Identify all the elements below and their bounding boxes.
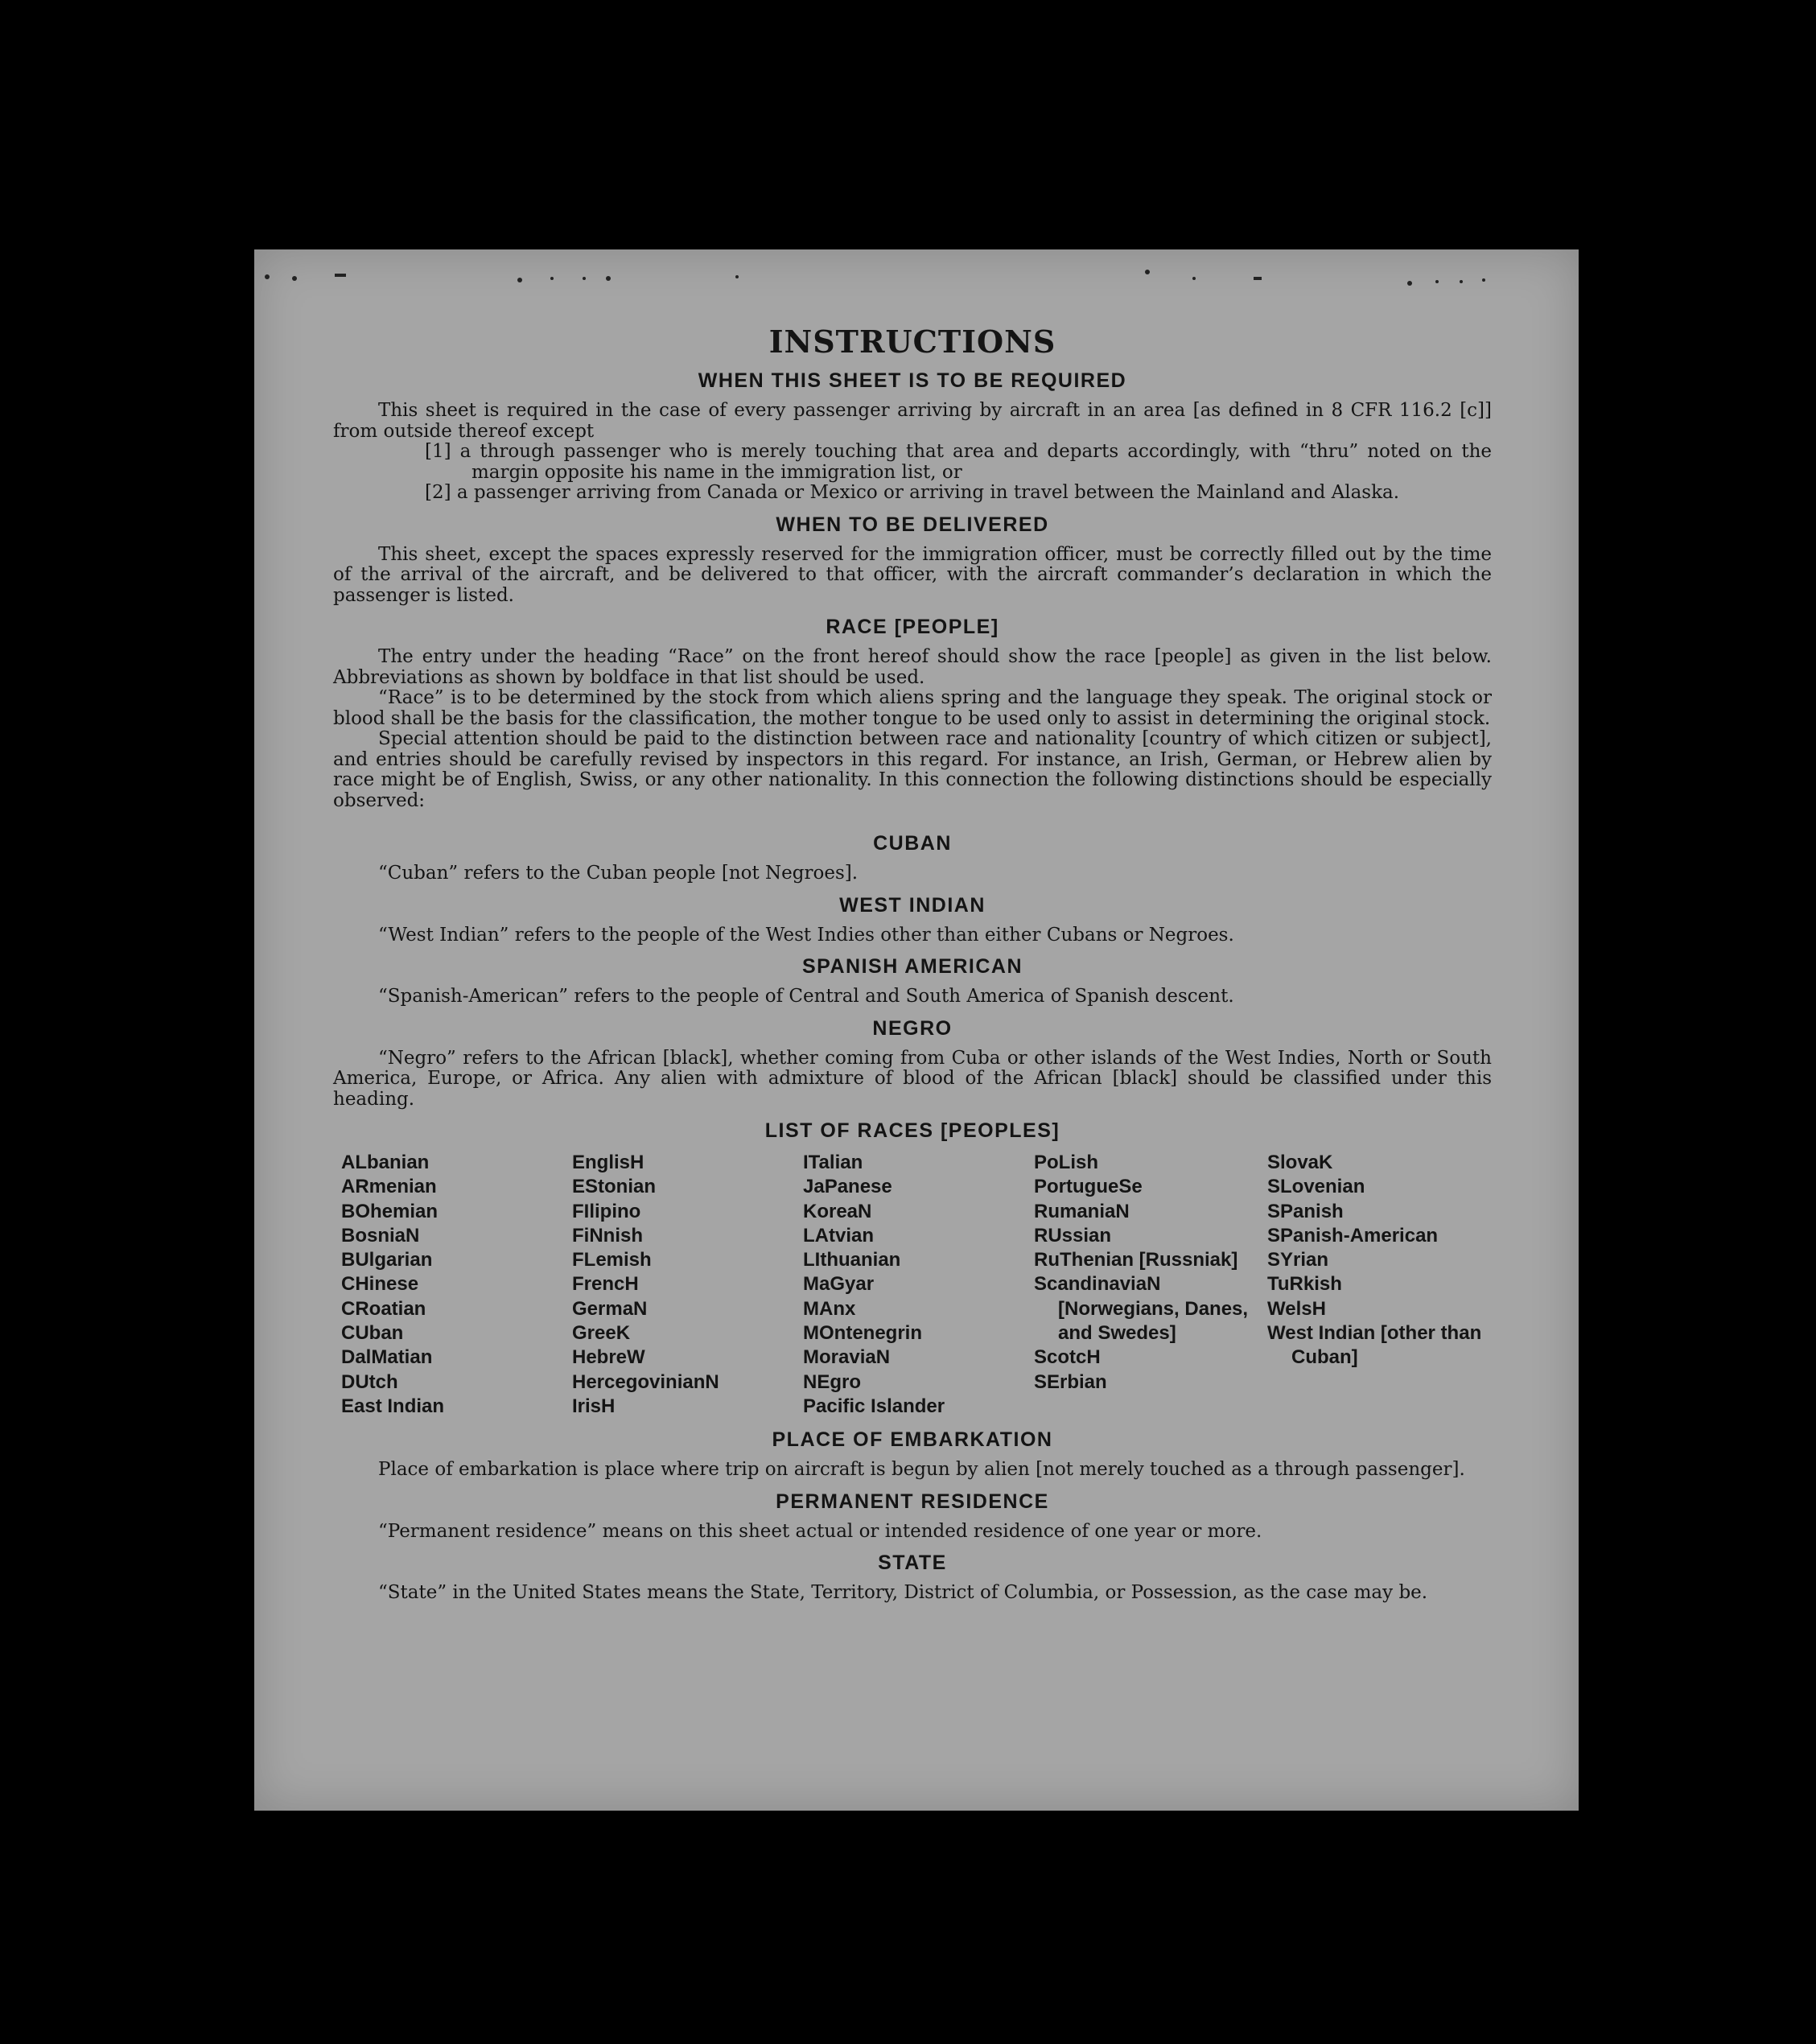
race-entry: FiNnish — [572, 1224, 643, 1247]
race-entry: MoraviaN — [803, 1346, 891, 1369]
embarkation-text: Place of embarkation is place where trip on aircraft is begun by alien [not merely touched as a through passenger]. — [378, 1459, 1465, 1481]
race-entry: CUban — [341, 1322, 404, 1345]
spanish-american-text: “Spanish-American” refers to the people of Central and South America of Spanish descent. — [378, 986, 1234, 1007]
race-entry: DUtch — [341, 1370, 398, 1393]
race-entry: WelsH — [1267, 1297, 1326, 1320]
race-entry: ScotcH — [1034, 1346, 1101, 1369]
race-entry: FIlipino — [572, 1200, 641, 1222]
page-title: INSTRUCTIONS — [768, 323, 1056, 360]
race-entry: IrisH — [572, 1395, 616, 1417]
heading-when-required: WHEN THIS SHEET IS TO BE REQUIRED — [698, 369, 1127, 392]
race-paragraph-3: Special attention should be paid to the distinction between race and nationality [country of which citizen or subject], and entries should be carefully revised by inspectors in this regard. For instance, an Irish, German, or Hebrew alien by race might be of English, Swiss, or any other nationality. In this connection the following distinctions should be especially observed: — [333, 728, 1492, 811]
race-entry: MaGyar — [803, 1273, 875, 1296]
race-entry: RumaniaN — [1034, 1200, 1130, 1222]
state-text: “State” in the United States means the State, Territory, District of Columbia, or Possession, as the case may be. — [378, 1582, 1428, 1604]
heading-permanent-residence: PERMANENT RESIDENCE — [776, 1490, 1049, 1513]
race-entry: JaPanese — [803, 1176, 892, 1198]
race-entry: EStonian — [572, 1176, 657, 1198]
race-entry: HebreW — [572, 1346, 645, 1369]
race-entry: CRoatian — [341, 1297, 426, 1320]
race-entry: KoreaN — [803, 1200, 872, 1222]
race-entry: BUlgarian — [341, 1249, 433, 1271]
document-sheet — [254, 249, 1579, 1811]
race-entry: HercegovinianN — [572, 1370, 719, 1393]
race-entry: BosniaN — [341, 1224, 420, 1247]
race-entry: PoLish — [1034, 1152, 1099, 1173]
races-column-1 — [341, 1151, 572, 1419]
race-entry: SErbian — [1034, 1370, 1107, 1393]
race-entry: ARmenian — [341, 1176, 437, 1198]
race-entry: PortugueSe — [1034, 1176, 1143, 1198]
race-entry: ITalian — [803, 1152, 863, 1173]
required-intro: This sheet is required in the case of every passenger arriving by aircraft in an area [as defined in 8 CFR 116.2 [c]] from outside thereof except — [333, 400, 1492, 442]
race-entry: GreeK — [572, 1322, 631, 1345]
race-entry: Pacific Islander — [803, 1395, 945, 1417]
races-column-5 — [1267, 1151, 1509, 1419]
race-entry: RuThenian [Russniak] — [1034, 1249, 1238, 1271]
races-column-3 — [803, 1151, 1034, 1419]
race-entry: MAnx — [803, 1297, 856, 1320]
heading-place-of-embarkation: PLACE OF EMBARKATION — [772, 1428, 1053, 1452]
exception-item-1: [1] a through passenger who is merely touching that area and departs accordingly, with “thru” noted on the margin opposite his name in the immigration list, or — [425, 441, 1492, 483]
race-entry: LAtvian — [803, 1224, 875, 1247]
race-entry: FLemish — [572, 1249, 652, 1271]
race-entry: West Indian [other than Cuban] — [1267, 1322, 1482, 1369]
heading-spanish-american: SPANISH AMERICAN — [801, 955, 1023, 978]
race-entry: NEgro — [803, 1370, 861, 1393]
race-entry: SLovenian — [1267, 1176, 1365, 1198]
race-entry: SYrian — [1267, 1249, 1329, 1271]
heading-list-of-races: LIST OF RACES [PEOPLES] — [764, 1119, 1060, 1142]
races-column-4 — [1034, 1151, 1267, 1419]
race-entry: EnglisH — [572, 1152, 644, 1173]
negro-text: “Negro” refers to the African [black], whether coming from Cuba or other islands of the West Indies, North or South America, Europe, or Africa. Any alien with admixture of blood of the African [black] should be classified under this heading. — [333, 1047, 1492, 1110]
race-entry: RUssian — [1034, 1224, 1112, 1247]
race-entry: LIthuanian — [803, 1249, 901, 1271]
heading-race: RACE [PEOPLE] — [826, 616, 999, 638]
race-entry: TuRkish — [1267, 1273, 1342, 1296]
residence-text: “Permanent residence” means on this sheet actual or intended residence of one year or more. — [378, 1520, 1262, 1542]
race-entry: ALbanian — [341, 1152, 430, 1173]
instructions-content — [333, 323, 1492, 1604]
race-entry: CHinese — [341, 1273, 419, 1296]
race-entry: BOhemian — [341, 1200, 439, 1222]
cuban-text: “Cuban” refers to the Cuban people [not Negroes]. — [378, 863, 859, 884]
races-column-2 — [572, 1151, 803, 1419]
race-entry: GermaN — [572, 1297, 648, 1320]
race-entry: MOntenegrin — [803, 1322, 922, 1345]
race-entry: DalMatian — [341, 1346, 433, 1369]
exception-item-2: [2] a passenger arriving from Canada or Mexico or arriving in travel between the Mainland and Alaska. — [425, 482, 1400, 503]
heading-when-delivered: WHEN TO BE DELIVERED — [776, 513, 1049, 536]
delivered-text: This sheet, except the spaces expressly reserved for the immigration officer, must be correctly filled out by the time of the arrival of the aircraft, and be delivered to that officer, with the aircraft commander’s declaration in which the passenger is listed. — [333, 543, 1492, 606]
race-entry: FrencH — [572, 1273, 639, 1296]
race-paragraph-2: “Race” is to be determined by the stock from which aliens spring and the language they speak. The original stock or blood shall be the basis for the classification, the mother tongue to be used only to assist in determining the original stock. — [333, 687, 1492, 729]
heading-state: STATE — [878, 1552, 947, 1575]
race-entry: SPanish-American — [1267, 1224, 1439, 1247]
heading-cuban: CUBAN — [873, 832, 952, 855]
race-entry: SlovaK — [1267, 1152, 1333, 1173]
race-paragraph-1: The entry under the heading “Race” on the front hereof should show the race [people] as given in the list below. Abbreviations as shown by boldface in that list should be used. — [333, 646, 1492, 688]
heading-west-indian: WEST INDIAN — [839, 893, 986, 917]
races-list — [341, 1151, 1492, 1419]
west-indian-text: “West Indian” refers to the people of the West Indies other than either Cubans or Negroes. — [378, 924, 1234, 946]
race-entry: SPanish — [1267, 1200, 1344, 1222]
paper-edge-specks — [254, 249, 1579, 298]
race-entry: ScandinaviaN [Norwegians, Danes, and Swedes] — [1034, 1273, 1249, 1345]
race-entry: East Indian — [341, 1395, 445, 1417]
heading-negro: NEGRO — [872, 1016, 953, 1040]
